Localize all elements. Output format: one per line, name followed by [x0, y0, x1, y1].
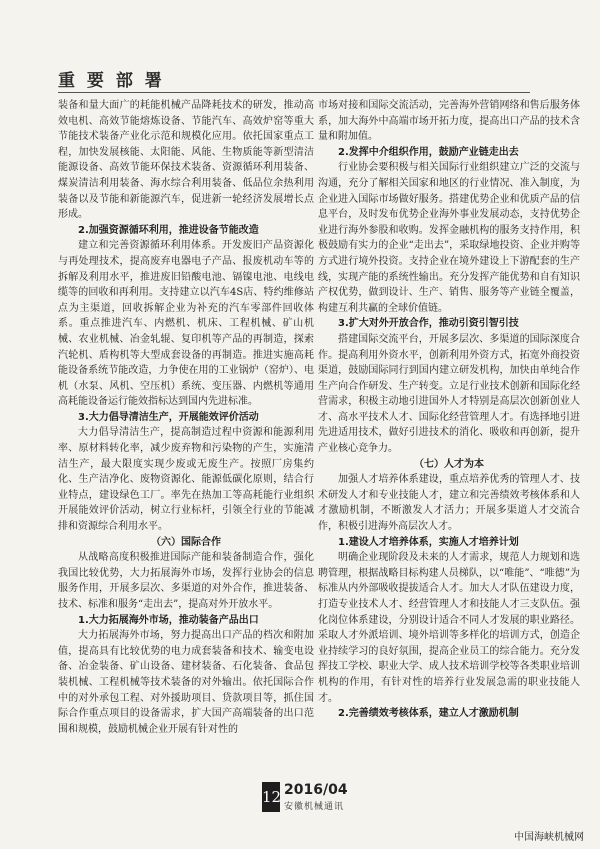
paragraph: 装备和量大面广的耗能机械产品降耗技术的研发，推动高效电机、高效节能熔炼设备、节能汽车、高效炉窑等重大节能技术装备产业化示范和规模化应用。依托国家重点工程，加快发展核能、太阳能、风能、生物质能等新型清洁能源设备、高效节能环保技术装备、资源循环利用装备、煤炭清洁利用装备、海水综合利用装备、低品位余热利用装备以及节能和新能源汽车，促进新一轮经济发展增长点形成。 — [58, 100, 314, 221]
paragraph: 市场对接和国际交流活动，完善海外营销网络和售后服务体系，加大海外中高端市场开拓力度，提高出口产品的技术含量和附加值。 — [318, 100, 580, 143]
subheading: 1.建设人才培养体系，实施人才培养计划 — [338, 536, 519, 548]
site-watermark: 中国海峡机械网 — [514, 832, 584, 843]
right-column — [318, 98, 580, 778]
subheading: 1.大力拓展海外市场，推动装备产品出口 — [78, 614, 259, 626]
subheading: 2.完善绩效考核体系，建立人才激励机制 — [338, 708, 519, 720]
page-footer — [0, 782, 600, 812]
subheading: 2.加强资源循环利用，推进设备节能改造 — [78, 224, 259, 236]
issue-date: 2016/04 — [284, 782, 348, 798]
page-number: 12 — [262, 782, 280, 812]
paragraph: 明确企业现阶段及未来的人才需求，规范人力规划和选聘管理，根据战略目标构建人员梯队，以“唯能”、“唯德”为标准从内外部吸收提拔适合人才。加大人才队伍建设力度，打造专业技术人才、经营管理人才和技能人才三支队伍。强化岗位体系建设，分别设计适合不同人才发展的职业路径。采取人才外派培训、境外培训等多样化的培训方式，创造企业持续学习的良好氛围，提高企业员工的综合能力。充分发挥技工学校、职业大学、成人技术培训学校等各类职业培训机构的作用，有针对性的培养行业发展急需的职业技能人才。 — [318, 552, 580, 704]
paragraph: 搭建国际交流平台，开展多层次、多渠道的国际深度合作。提高利用外资水平，创新利用外资方式，拓宽外商投资渠道，鼓励国际同行到国内建立研发机构，加快由单纯合作生产向合作研发、生产转变。立足行业技术创新和国际化经营需求，积极主动地引进国外人才特别是高层次创新创业人才、高水平技术人才、国际化经营管理人才。有选择地引进先进适用技术，做好引进技术的消化、吸收和再创新，提升产业核心竞争力。 — [318, 333, 580, 455]
paragraph: 从战略高度积极推进国际产能和装备制造合作，强化我国比较优势，大力拓展海外市场，发挥行业协会的信息服务作用，开展多层次、多渠道的对外合作，推进装备、技术、标准和服务“走出去”，提高对外开放水平。 — [58, 552, 314, 610]
section-heading: （六）国际合作 — [151, 536, 221, 548]
subheading: 2.发挥中介组织作用，鼓励产业链走出去 — [338, 146, 519, 158]
section-heading: （七）人才为本 — [414, 458, 484, 470]
section-header: 重 要 部 署 — [58, 71, 165, 91]
subheading: 3.扩大对外开放合作，推动引资引智引技 — [338, 318, 519, 330]
subheading: 3.大力倡导清洁生产，开展能效评价活动 — [78, 411, 259, 423]
paragraph: 建立和完善资源循环利用体系。开发废旧产品资源化与再处理技术，提高废弃电器电子产品、报废机动车等的拆解及利用水平，推进废旧铅酸电池、镉镍电池、电线电缆等的回收和再利用。支持建立以汽车4S店、特约维修站点为主渠道，回收拆解企业为补充的汽车零部件回收体系。重点推进汽车、内燃机、机床、工程机械、矿山机械、农业机械、冶金轧辊、复印机等产品的再制造，探索汽轮机、盾构机等大型成套设备的再制造。推进实施高耗能设备系统节能改造，力争使在用的工业锅炉（窑炉）、电机（水泵、风机、空压机）系统、变压器、内燃机等通用高耗能设备运行能效指标达到国内先进标准。 — [58, 240, 314, 408]
paragraph: 行业协会要积极与相关国际行业组织建立广泛的交流与沟通，充分了解相关国家和地区的行业情况、准入制度，为企业进入国际市场做好服务。搭建优势企业和优质产品的信息平台，及时发布优势企业海外事业发展动态，支持优势企业进行海外参股和收购。发挥金融机构的服务支持作用，积极鼓励有实力的企业“走出去”，采取绿地投资、企业并购等方式进行境外投资。支持企业在境外建设上下游配套的生产线，实现产能的系统性输出。充分发挥产能优势和自有知识产权优势，做到设计、生产、销售、服务等产业链全覆盖，构建互利共赢的全球价值链。 — [318, 162, 580, 314]
header-divider — [58, 92, 530, 93]
paragraph: 大力拓展海外市场，努力提高出口产品的档次和附加值，提高具有比较优势的电力成套装备和技术、输变电设备、冶金装备、矿山设备、建材装备、石化装备、食品包装机械、工程机械等技术装备的对外输出。依托国际合作中的对外承包工程、对外援助项目、贷款项目等，抓住国际合作重点项目的设备需求，扩大国产高端装备的出口范围和规模，鼓励机械企业开展有针对性的 — [58, 630, 314, 735]
magazine-name: 安徽机械通讯 — [284, 802, 345, 812]
paragraph: 加强人才培养体系建设，重点培养优秀的管理人才、技术研发人才和专业技能人才，建立和完善绩效考核体系和人才激励机制，不断激发人才活力；开展多渠道人才交流合作，积极引进海外高层次人才。 — [318, 474, 580, 533]
paragraph: 大力倡导清洁生产，提高制造过程中资源和能源利用率、原材料转化率，减少废弃物和污染物的产生，实施清洁生产，最大限度实现少废或无废生产。按照厂房集约化、生产洁净化、废物资源化、能源低碳化原则，结合行业特点，建设绿色工厂。率先在热加工等高耗能行业组织开展能效评价活动，树立行业标杆，引领全行业的节能减排和资源综合利用水平。 — [58, 427, 314, 533]
left-column — [58, 98, 314, 778]
